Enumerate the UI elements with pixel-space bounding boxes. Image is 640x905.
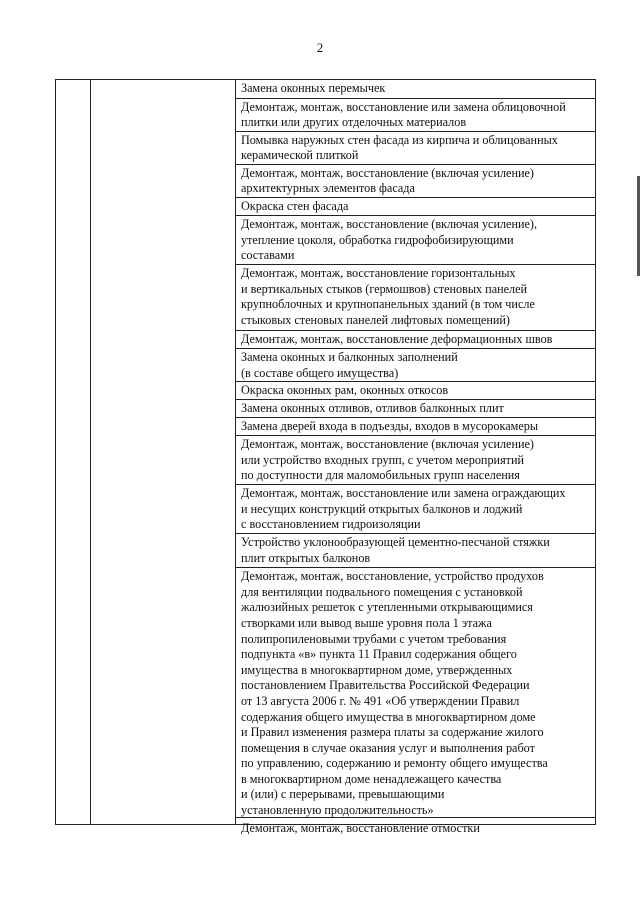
works-list — [236, 80, 595, 836]
page-number: 2 — [316, 40, 324, 55]
table-row: Демонтаж, монтаж, восстановление (включая усиление), утепление цоколя, обработка гидрофобизирующими составами — [236, 216, 595, 265]
table-row: Помывка наружных стен фасада из кирпича и облицованных керамической плиткой — [236, 132, 595, 165]
table-row: Демонтаж, монтаж, восстановление или замена ограждающих и несущих конструкций открытых балконов и лоджий с восстановлением гидроизоляции — [236, 485, 595, 534]
table-row: Замена оконных отливов, отливов балконных плит — [236, 400, 595, 418]
table-row: Демонтаж, монтаж, восстановление деформационных швов — [236, 331, 595, 350]
table-row: Демонтаж, монтаж, восстановление горизонтальных и вертикальных стыков (гермошвов) стеновых панелей крупноблочных и крупнопанельных зданий (в том числе стыковых стеновых панелей лифтовых помещений) — [236, 265, 595, 330]
works-table — [55, 79, 596, 836]
table-row: Демонтаж, монтаж, восстановление, устройство продухов для вентиляции подвального помещения с установкой жалюзийных решеток с утепленными открывающимися створками или вывод выше уровня пола 1 этажа полипропиленовыми трубами с учетом требования подпункта «в» пункта 11 Правил содержания общего имущества в многоквартирном доме, утвержденных постановлением Правительства Российской Федерации от 13 августа 2006 г. № 491 «Об утверждении Правил содержания общего имущества в многоквартирном доме и Правил изменения размера платы за содержание жилого помещения в случае оказания услуг и выполнения работ по управлению, содержанию и ремонту общего имущества в многоквартирном доме ненадлежащего качества и (или) с перерывами, превышающими установленную продолжительность» — [236, 568, 595, 818]
table-row: Окраска оконных рам, оконных откосов — [236, 382, 595, 400]
table-row: Замена оконных и балконных заполнений (в составе общего имущества) — [236, 349, 595, 382]
table-row: Замена оконных перемычек — [236, 80, 595, 99]
table-row: Окраска стен фасада — [236, 198, 595, 217]
column-divider-1 — [90, 80, 91, 824]
table-row: Демонтаж, монтаж, восстановление отмостки — [241, 821, 480, 836]
table-row: Демонтаж, монтаж, восстановление или замена облицовочной плитки или других отделочных материалов — [236, 99, 595, 132]
table-row: Демонтаж, монтаж, восстановление (включая усиление) архитектурных элементов фасада — [236, 165, 595, 198]
table-row: Устройство уклонообразующей цементно-песчаной стяжки плит открытых балконов — [236, 534, 595, 568]
table-row: Демонтаж, монтаж, восстановление (включая усиление) или устройство входных групп, с учетом мероприятий по доступности для маломобильных групп населения — [236, 436, 595, 485]
table-row: Замена дверей входа в подъезды, входов в мусорокамеры — [236, 418, 595, 436]
